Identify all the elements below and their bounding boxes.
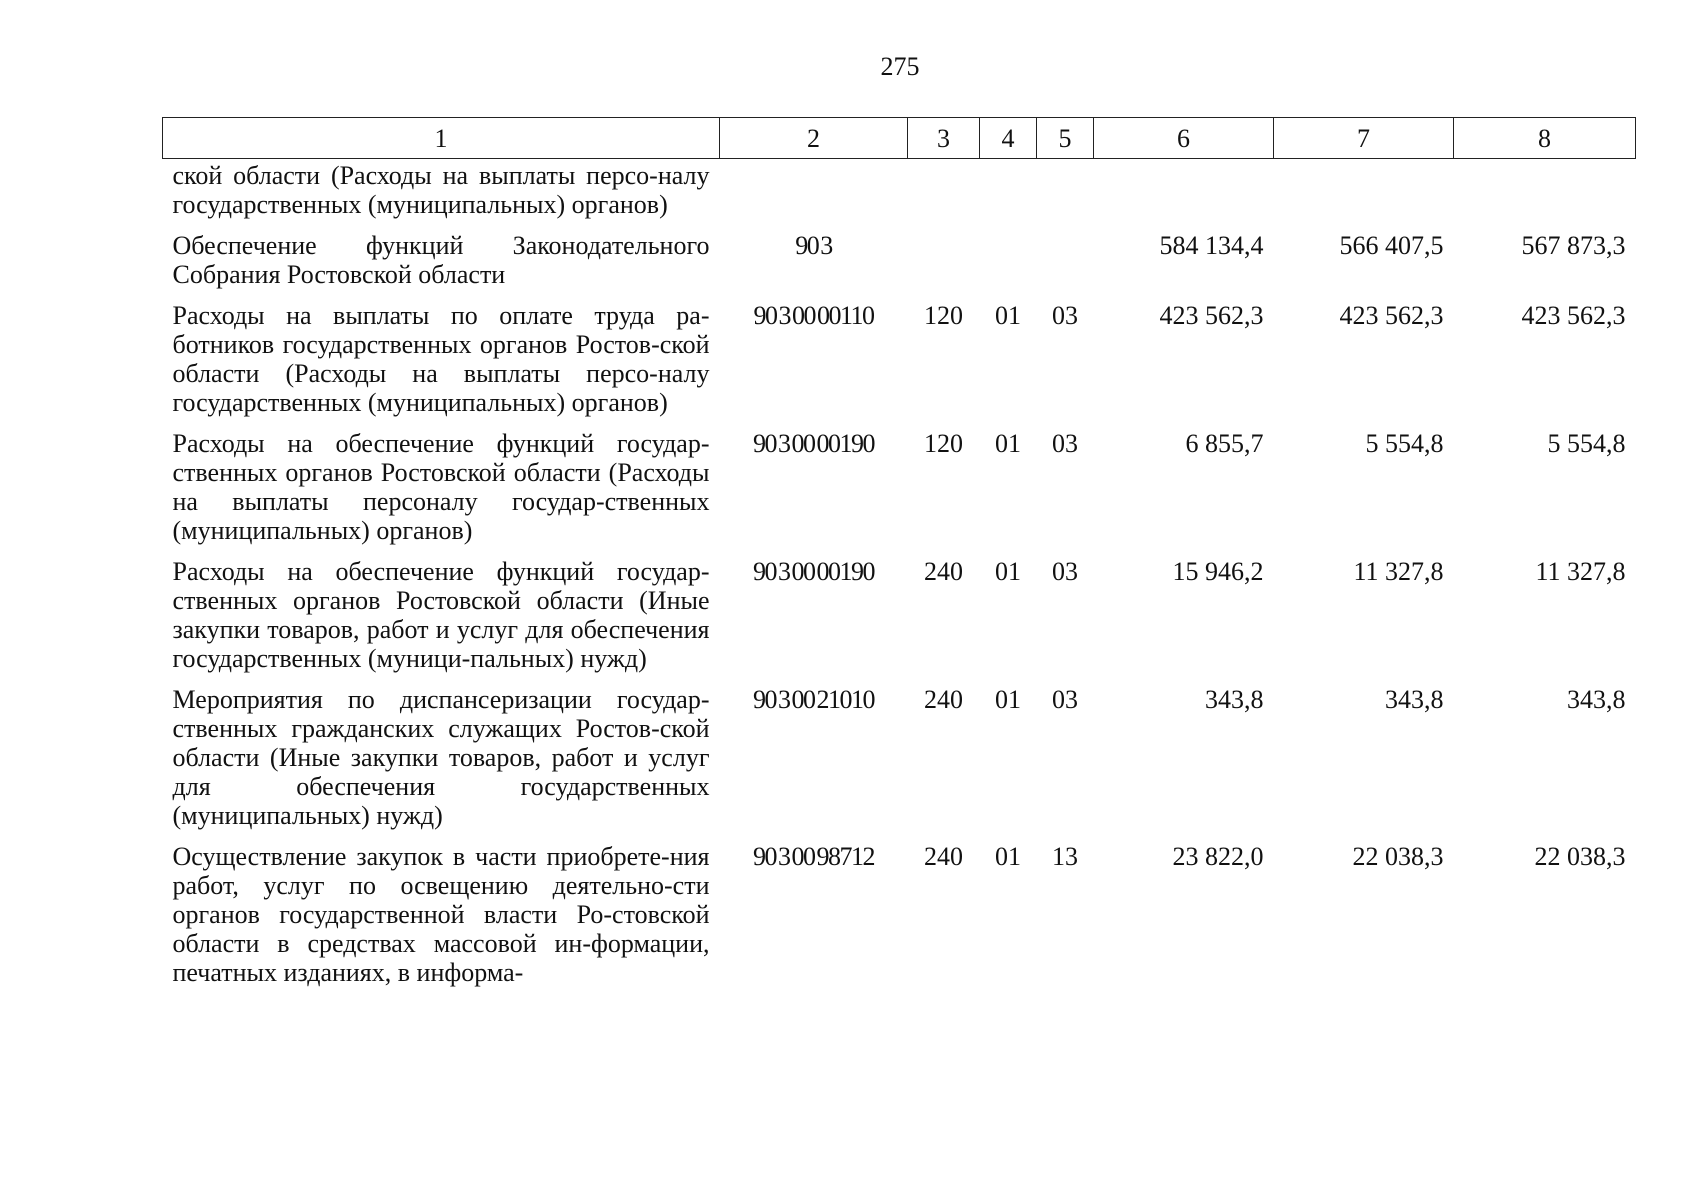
- table-row: [163, 429, 1636, 557]
- row-vr: 240: [924, 557, 963, 586]
- table-row: [163, 159, 1636, 232]
- row-csr: 90 3: [795, 231, 832, 260]
- row-pr: 03: [1052, 557, 1078, 586]
- row-rz: [980, 231, 1037, 301]
- row-name: Мероприятия по диспансеризации государ-ственных гражданских служащих Ростов-ской области (Иные закупки товаров, работ и услуг для обеспечения государственных (муниципальных) нужд): [172, 685, 710, 830]
- row-year2: 343,8: [1385, 685, 1444, 714]
- row-pr: 03: [1052, 429, 1078, 458]
- row-name: Расходы на обеспечение функций государ-ственных органов Ростовской области (Иные закупки товаров, работ и услуг для обеспечения государственных (муници-пальных) нужд): [172, 557, 710, 673]
- row-year3: 423 562,3: [1521, 301, 1626, 330]
- row-vr: 120: [924, 429, 963, 458]
- row-vr: 120: [924, 301, 963, 330]
- row-rz: [980, 159, 1037, 232]
- row-vr: 240: [924, 842, 963, 871]
- header-cell: 7: [1274, 118, 1454, 159]
- row-rz: 01: [995, 301, 1021, 330]
- row-pr: 03: [1052, 685, 1078, 714]
- row-year3: 11 327,8: [1535, 557, 1626, 586]
- budget-table: [162, 117, 1636, 999]
- row-year1: 15 946,2: [1172, 557, 1264, 586]
- row-rz: 01: [995, 685, 1021, 714]
- budget-table-container: [162, 117, 1635, 999]
- row-year2: 423 562,3: [1339, 301, 1444, 330]
- row-pr: 13: [1052, 842, 1078, 871]
- row-csr: 90 3 00 00110: [753, 301, 874, 330]
- row-year2: 5 554,8: [1365, 429, 1444, 458]
- row-year1: 343,8: [1205, 685, 1264, 714]
- row-csr: 90 3 00 00190: [753, 429, 874, 458]
- row-pr: [1037, 159, 1094, 232]
- row-year3: 5 554,8: [1547, 429, 1626, 458]
- row-year3: 22 038,3: [1534, 842, 1626, 871]
- row-year1: 584 134,4: [1159, 231, 1264, 260]
- row-name: Осуществление закупок в части приобрете-ния работ, услуг по освещению деятельно-сти органов государственной власти Ро-стовской области в средствах массовой ин-формации, печатных изданиях, в информа-: [172, 842, 710, 987]
- row-name: Расходы на обеспечение функций государ-ственных органов Ростовской области (Расходы на выплаты персоналу государ-ственных (муниципальных) органов): [172, 429, 710, 545]
- row-year3: [1454, 159, 1636, 232]
- header-cell: 4: [980, 118, 1037, 159]
- header-cell: 8: [1454, 118, 1636, 159]
- row-vr: 240: [924, 685, 963, 714]
- row-name: Расходы на выплаты по оплате труда ра-ботников государственных органов Ростов-ской области (Расходы на выплаты персо-налу государственных (муниципальных) органов): [172, 301, 710, 417]
- row-csr: 90 3 00 00190: [753, 557, 874, 586]
- row-pr: 03: [1052, 301, 1078, 330]
- row-name: Обеспечение функций Законодательного Собрания Ростовской области: [172, 231, 710, 289]
- row-year3: 343,8: [1567, 685, 1626, 714]
- header-cell: 5: [1037, 118, 1094, 159]
- page-number: 275: [880, 52, 920, 81]
- row-rz: 01: [995, 842, 1021, 871]
- row-name: ской области (Расходы на выплаты персо-налу государственных (муниципальных) органов): [172, 161, 710, 219]
- row-year2: [1274, 159, 1454, 232]
- table-row: [163, 231, 1636, 301]
- row-year1: 23 822,0: [1172, 842, 1264, 871]
- header-cell: 1: [163, 118, 720, 159]
- row-year2: 22 038,3: [1352, 842, 1444, 871]
- row-csr: 90 3 00 98712: [753, 842, 874, 871]
- table-header-row: [163, 118, 1636, 159]
- row-year1: [1094, 159, 1274, 232]
- table-row: [163, 842, 1636, 999]
- row-vr: [908, 231, 980, 301]
- table-row: [163, 301, 1636, 429]
- header-cell: 3: [908, 118, 980, 159]
- row-csr: 90 3 00 21010: [753, 685, 874, 714]
- header-cell: 2: [720, 118, 908, 159]
- row-year1: 6 855,7: [1185, 429, 1264, 458]
- table-row: [163, 685, 1636, 842]
- row-csr: [720, 159, 908, 232]
- row-year3: 567 873,3: [1521, 231, 1626, 260]
- table-row: [163, 557, 1636, 685]
- row-vr: [908, 159, 980, 232]
- row-year2: 566 407,5: [1339, 231, 1444, 260]
- row-year1: 423 562,3: [1159, 301, 1264, 330]
- row-year2: 11 327,8: [1353, 557, 1444, 586]
- row-pr: [1037, 231, 1094, 301]
- row-rz: 01: [995, 557, 1021, 586]
- header-cell: 6: [1094, 118, 1274, 159]
- row-rz: 01: [995, 429, 1021, 458]
